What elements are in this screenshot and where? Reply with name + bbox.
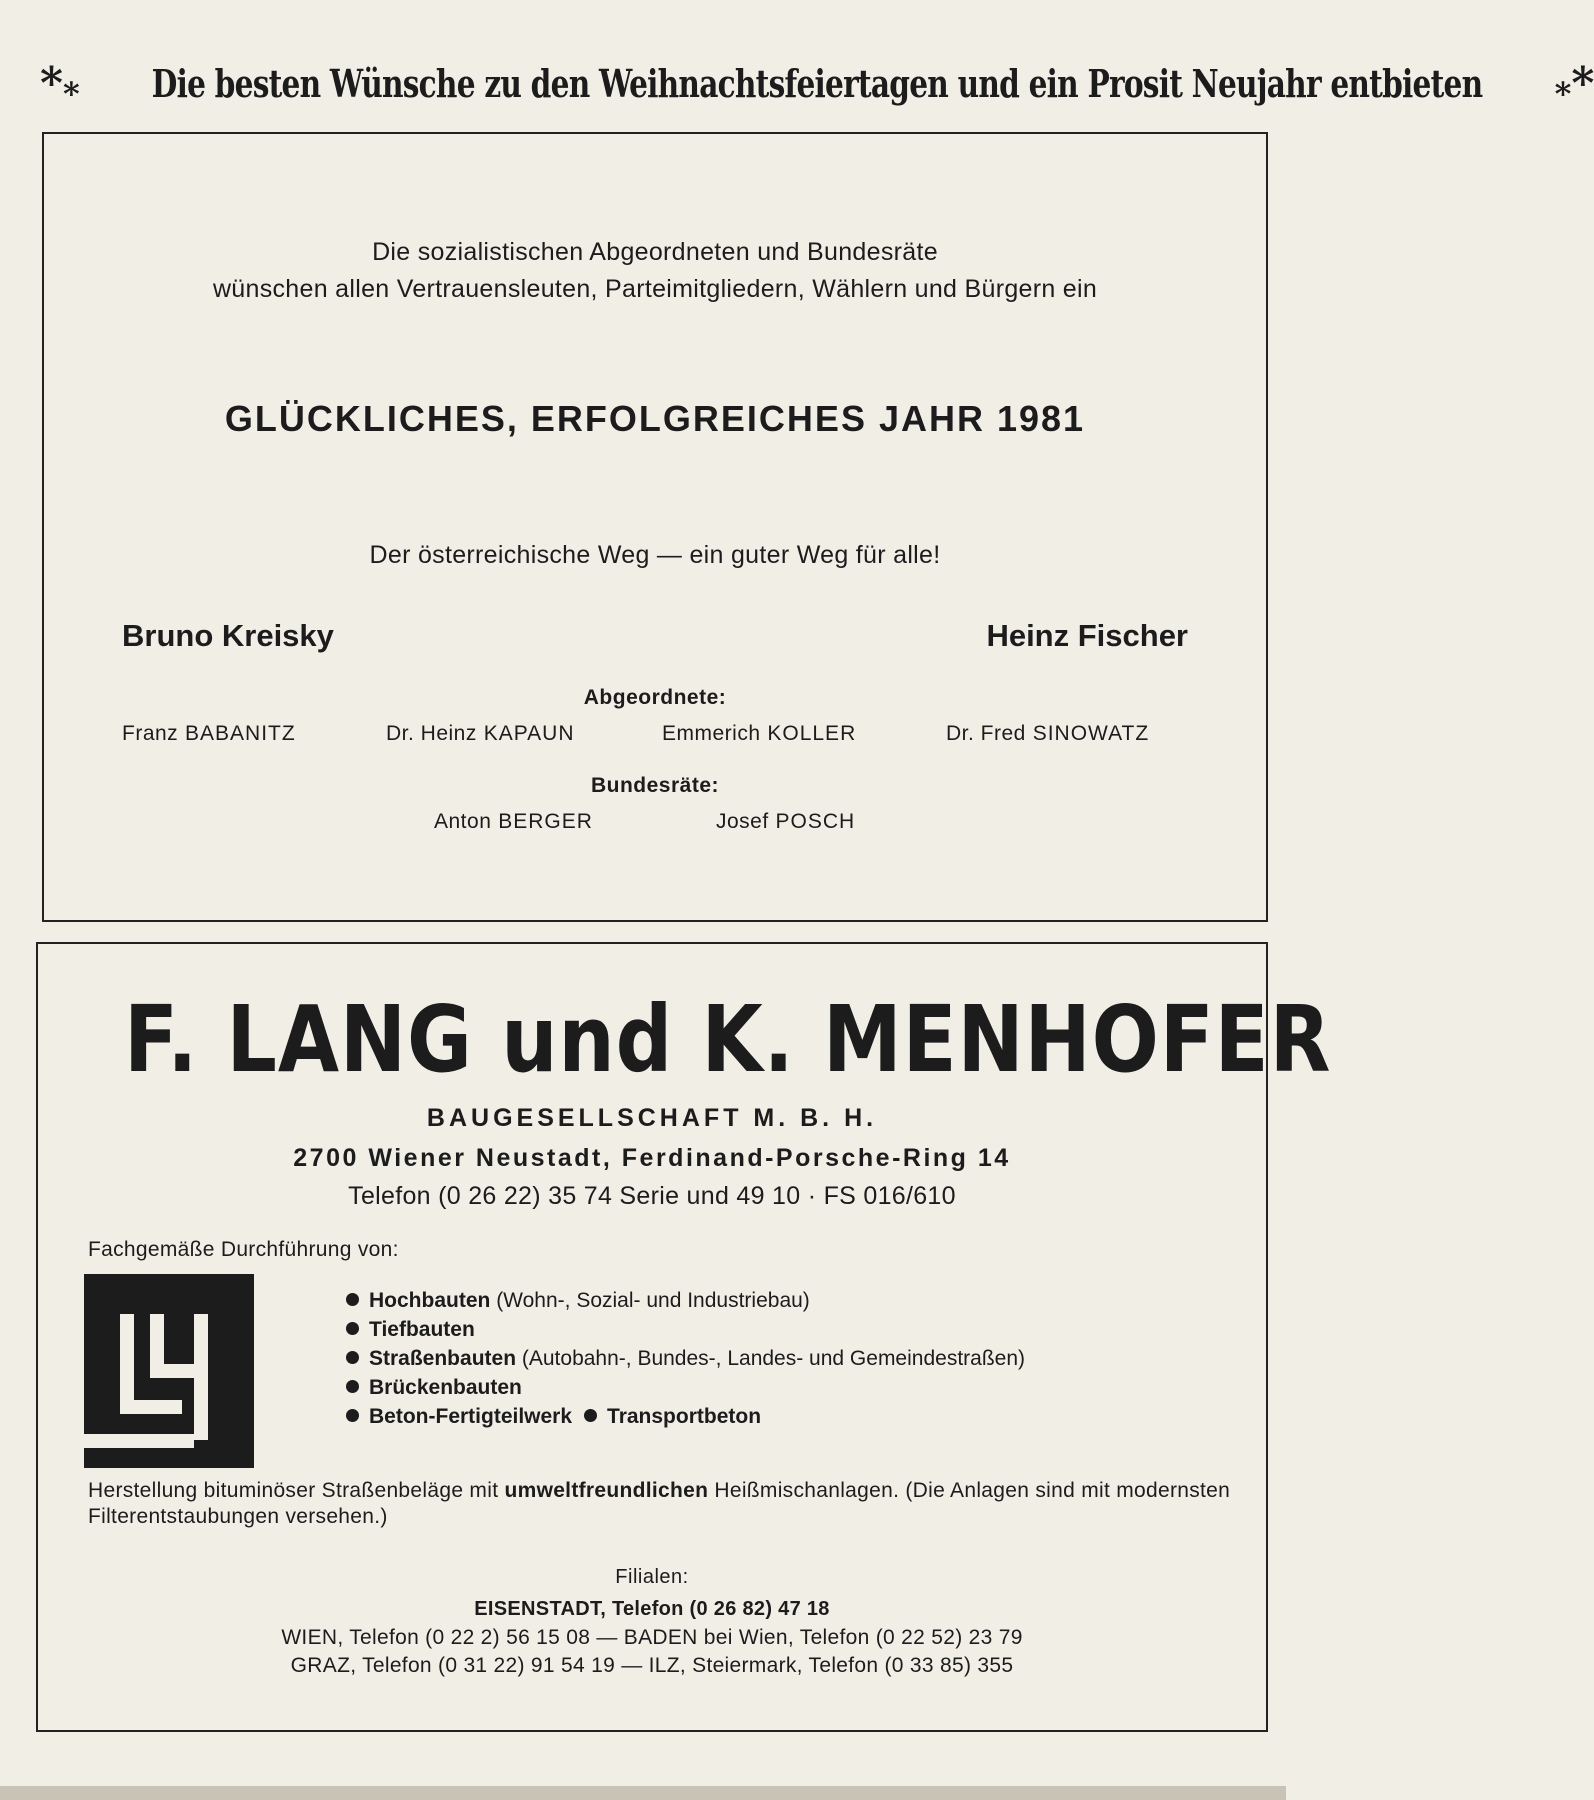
asterisk-icon: * (63, 74, 80, 113)
page-bottom-edge (0, 1786, 1286, 1800)
construction-company-ad (36, 942, 1332, 1732)
bundesraete-label: Bundesräte: (590, 774, 720, 797)
asterisk-icon: * (1554, 74, 1572, 113)
bullet-icon (584, 1409, 597, 1422)
lk-monogram-logo-icon (84, 1274, 254, 1468)
bullet-icon (346, 1293, 359, 1306)
company-type: BAUGESELLSCHAFT M. B. H. (426, 1104, 878, 1132)
representative-name: Franz BABANITZ (122, 722, 296, 745)
intro-line: Die sozialistischen Abgeordneten und Bundesräte (372, 238, 938, 266)
services-intro: Fachgemäße Durchführung von: (88, 1238, 399, 1261)
branch-line: GRAZ, Telefon (0 31 22) 91 54 19 — ILZ, Steiermark, Telefon (0 33 85) 355 (290, 1654, 1014, 1677)
list-item: Brückenbauten (346, 1373, 1025, 1402)
list-item: Tiefbauten (346, 1315, 1025, 1344)
bullet-icon (346, 1322, 359, 1335)
bullet-icon (346, 1409, 359, 1422)
branch-line: WIEN, Telefon (0 22 2) 56 15 08 — BADEN bei Wien, Telefon (0 22 52) 23 79 (281, 1626, 1023, 1649)
representative-name: Emmerich KOLLER (662, 722, 857, 745)
leader-name-left: Bruno Kreisky (122, 618, 334, 653)
asterisk-icon: * (40, 58, 64, 109)
new-year-greeting: GLÜCKLICHES, ERFOLGREICHES JAHR 1981 (224, 398, 1086, 439)
services-list (346, 1286, 1025, 1431)
representative-name: Dr. Heinz KAPAUN (386, 722, 575, 745)
company-phone: Telefon (0 26 22) 35 74 Serie und 49 10 · FS 016/610 (348, 1182, 956, 1210)
ad1-intro (44, 234, 1266, 308)
slogan: Der österreichische Weg — ein guter Weg für alle! (369, 541, 941, 569)
header-greeting-line (40, 58, 1594, 118)
header-headline: Die besten Wünsche zu den Weihnachtsfeiertagen und ein Prosit Neujahr entbieten (151, 61, 1483, 106)
bullet-icon (346, 1351, 359, 1364)
leader-name-right: Heinz Fischer (986, 618, 1188, 653)
list-item: Straßenbauten (Autobahn-, Bundes-, Landes- und Gemeindestraßen) (346, 1344, 1025, 1373)
list-item: Hochbauten (Wohn-, Sozial- und Industriebau) (346, 1286, 1025, 1315)
company-name: F. LANG und K. MENHOFER (123, 986, 1332, 1093)
list-item: Beton-Fertigteilwerk Transportbeton (346, 1402, 1025, 1431)
abgeordnete-label: Abgeordnete: (583, 686, 727, 709)
socialist-greeting-ad (42, 132, 1268, 922)
asterisk-icon: * (1571, 58, 1594, 109)
federal-councillor-name: Josef POSCH (716, 810, 856, 833)
company-address: 2700 Wiener Neustadt, Ferdinand-Porsche-Ring 14 (293, 1144, 1011, 1172)
federal-councillor-name: Anton BERGER (434, 810, 593, 833)
branch-main: EISENSTADT, Telefon (0 26 82) 47 18 (474, 1598, 830, 1620)
representative-name: Dr. Fred SINOWATZ (946, 722, 1150, 745)
intro-line: wünschen allen Vertrauensleuten, Parteimitgliedern, Wählern und Bürgern ein (212, 275, 1098, 303)
production-text: Herstellung bituminöser Straßenbeläge mit umweltfreundlichen Heißmischanlagen. (Die Anlagen sind mit modernsten Filterentstaubungen versehen.) (88, 1479, 1231, 1528)
bullet-icon (346, 1380, 359, 1393)
branches-label: Filialen: (615, 1566, 689, 1588)
